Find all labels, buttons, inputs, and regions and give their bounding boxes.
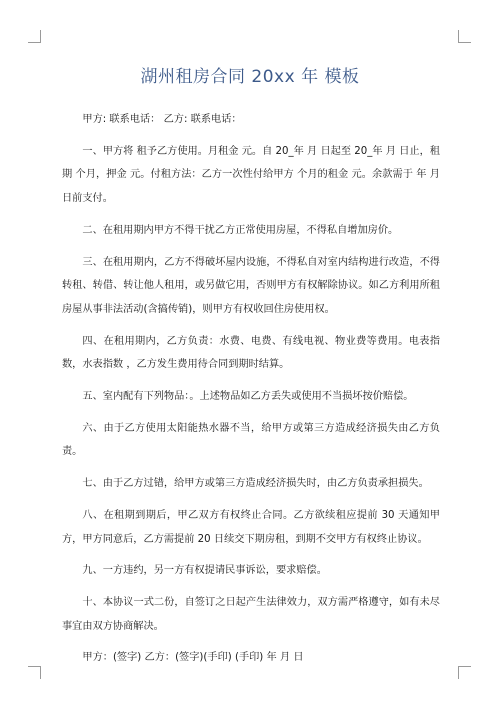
page-corner-mark-top-right	[458, 30, 471, 43]
page-corner-mark-bottom-right	[458, 666, 471, 679]
clause-1: 一、甲方将 租予乙方使用。月租金 元。自 20_年 月 日起至 20_年 月 日止，租期 个月，押金 元。付租方法：乙方一次性付给甲方 个月的租金 元。余款需于 年 月 日前支付。	[62, 145, 440, 205]
contract-body	[62, 108, 440, 678]
clause-3: 三、在租用期内，乙方不得破坏屋内设施，不得私自对室内结构进行改造，不得转租、转借、转让他人租用，或另做它用，否则甲方有权解除协议。如乙方利用所租房屋从事非法活动(含搞传销)，则甲方有权收回住房使用权。	[62, 256, 440, 315]
clause-4: 四、在租用期内，乙方负责：水费、电费、有线电视、物业费等费用。电表指数，水表指数 ，乙方发生费用待合同到期时结算。	[62, 335, 440, 371]
clause-8: 八、在租期到期后，甲乙双方有权终止合同。乙方欲续租应提前 30 天通知甲方，甲方同意后，乙方需提前 20 日续交下期房租，到期不交甲方有权终止协议。	[62, 509, 440, 545]
parties-contact-line: 甲方: 联系电话： 乙方: 联系电话：	[82, 114, 242, 125]
clause-9: 九、一方违约，另一方有权提请民事诉讼，要求赔偿。	[82, 565, 327, 577]
clause-10: 十、本协议一式二份，自签订之日起产生法律效力，双方需严格遵守，如有未尽事宜由双方协商解决。	[62, 596, 440, 632]
document-title: 湖州租房合同 20xx 年 模板	[140, 67, 360, 87]
signature-line: 甲方：(签字) 乙方：(签字)(手印) (手印) 年 月 日	[82, 652, 304, 664]
page-corner-mark-top-left	[28, 30, 41, 43]
page-corner-mark-bottom-left	[28, 666, 41, 679]
clause-5: 五、室内配有下列物品：。上述物品如乙方丢失或使用不当损坏按价赔偿。	[82, 391, 414, 403]
clause-2: 二、在租用期内甲方不得干扰乙方正常使用房屋，不得私自增加房价。	[82, 224, 399, 236]
clause-7: 七、由于乙方过错，给甲方或第三方造成经济损失时，由乙方负责承担损失。	[82, 478, 429, 490]
clause-6: 六、由于乙方使用太阳能热水器不当，给甲方或第三方造成经济损失由乙方负责。	[62, 422, 440, 458]
